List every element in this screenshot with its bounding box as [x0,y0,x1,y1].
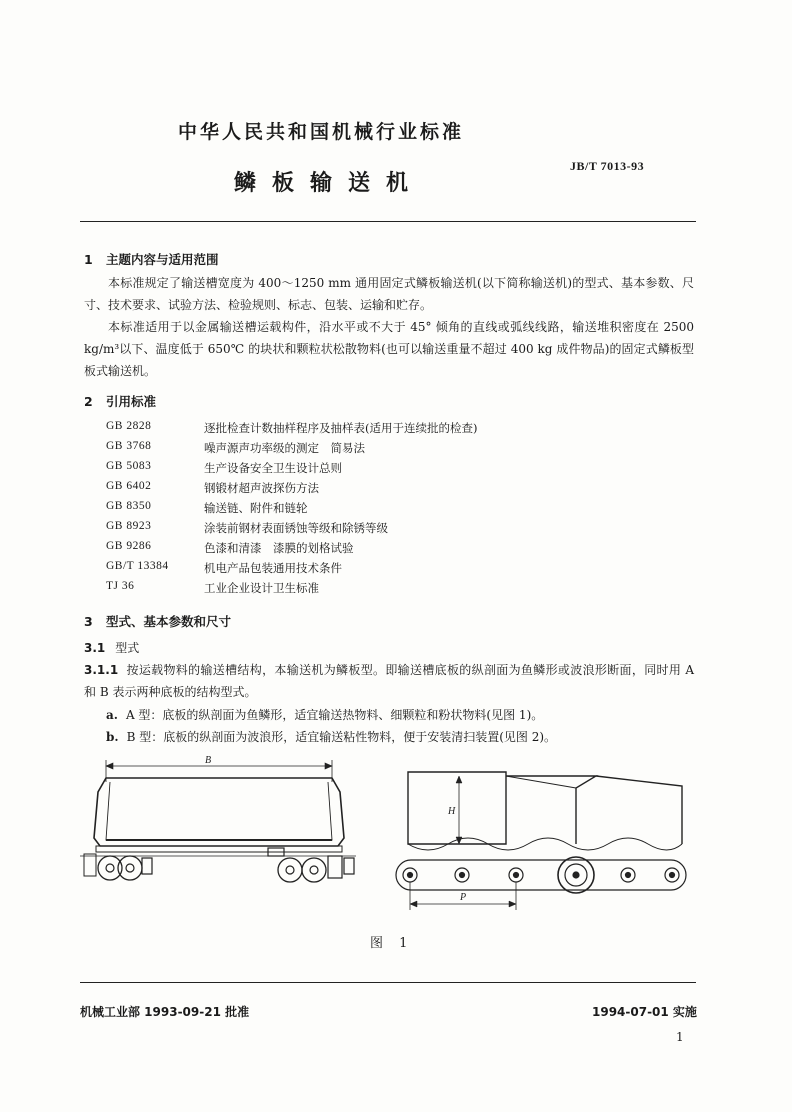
reference-title: 生产设备安全卫生设计总则 [204,461,342,475]
list-item-a [106,706,543,723]
reference-code: GB 8350 [106,500,152,512]
reference-item [106,560,666,580]
subsection-3-1-heading [84,639,139,656]
reference-code: GB 9286 [106,540,152,552]
section-number: 3 [84,614,93,629]
reference-code: GB 8923 [106,520,152,532]
reference-title: 色漆和清漆 漆膜的划格试验 [204,541,354,555]
side-view [396,772,686,910]
reference-code: TJ 36 [106,580,135,592]
reference-code: GB 6402 [106,480,152,492]
reference-code: GB 2828 [106,420,152,432]
figure-1-drawing [76,752,696,924]
subsection-title: 型式 [115,641,140,655]
item-mark: a. [106,708,118,722]
reference-code: GB/T 13384 [106,560,169,572]
approval-date: 机械工业部 1993-09-21 批准 [80,1005,250,1019]
document-title: 鳞板输送机 [234,171,425,196]
reference-item [106,440,666,460]
effective-date: 1994-07-01 实施 [592,1005,697,1019]
section-title: 型式、基本参数和尺寸 [106,614,232,629]
reference-item [106,500,666,520]
section-title: 引用标准 [106,394,157,409]
reference-item [106,460,666,480]
standard-code: JB/T 7013-93 [570,159,645,173]
standard-category-title: 中华人民共和国机械行业标准 [178,121,465,143]
reference-title: 逐批检查计数抽样程序及抽样表(适用于连续批的检查) [204,421,478,435]
section-title: 主题内容与适用范围 [106,252,219,267]
reference-code: GB 5083 [106,460,152,472]
paragraph: 本标准规定了输送槽宽度为 400～1250 mm 通用固定式鳞板输送机(以下简称输送机)的型式、基本参数、尺寸、技术要求、试验方法、检验规则、标志、包装、运输和贮存。 [84,276,694,312]
clause-text: 按运载物料的输送槽结构，本输送机为鳞板型。即输送槽底板的纵剖面为鱼鳞形或波浪形断面，同时用 A 和 B 表示两种底板的结构型式。 [84,663,694,699]
reference-item [106,420,666,440]
section-number: 2 [84,394,93,409]
reference-item [106,480,666,500]
reference-item [106,580,666,600]
figure-caption: 图 1 [370,936,414,951]
reference-title: 涂装前钢材表面锈蚀等级和除锈等级 [204,521,388,535]
reference-item [106,520,666,540]
section-number: 1 [84,252,93,267]
section-1-heading [84,250,219,268]
reference-code: GB 3768 [106,440,152,452]
reference-title: 噪声源声功率级的测定 简易法 [204,441,365,455]
dimension-label-b: B [205,755,212,766]
list-item-b [106,728,556,745]
reference-list [106,420,666,600]
dimension-label-p: P [460,892,467,903]
reference-title: 机电产品包装通用技术条件 [204,561,342,575]
item-text: B 型：底板的纵剖面为波浪形，适宜输送粘性物料，便于安装清扫装置(见图 2)。 [126,730,557,744]
section-1-body [84,272,694,382]
item-text: A 型：底板的纵剖面为鱼鳞形，适宜输送热物料、细颗粒和粉状物料(见图 1)。 [125,708,544,722]
reference-title: 工业企业设计卫生标准 [204,581,319,595]
section-3-heading [84,612,231,630]
reference-item [106,540,666,560]
item-mark: b. [106,730,119,744]
page-number: 1 [676,1030,684,1044]
footer-divider [80,982,696,983]
paragraph: 本标准适用于以金属输送槽运载构件，沿水平或不大于 45° 倾角的直线或弧线线路，输送堆积密度在 2500 kg/m³以下、温度低于 650℃ 的块状和颗粒状松散物料(也可以输送重量不超过 400 kg 成件物品)的固定式鳞板型板式输送机。 [84,320,694,378]
reference-title: 钢锻材超声波探伤方法 [204,481,319,495]
subsection-number: 3.1 [84,641,106,655]
cross-section-view [80,760,356,882]
header-divider [80,221,696,222]
dimension-label-h: H [448,806,456,817]
reference-title: 输送链、附件和链轮 [204,501,308,515]
section-2-heading [84,392,156,410]
clause-number: 3.1.1 [84,663,119,677]
clause-3-1-1 [84,659,694,703]
